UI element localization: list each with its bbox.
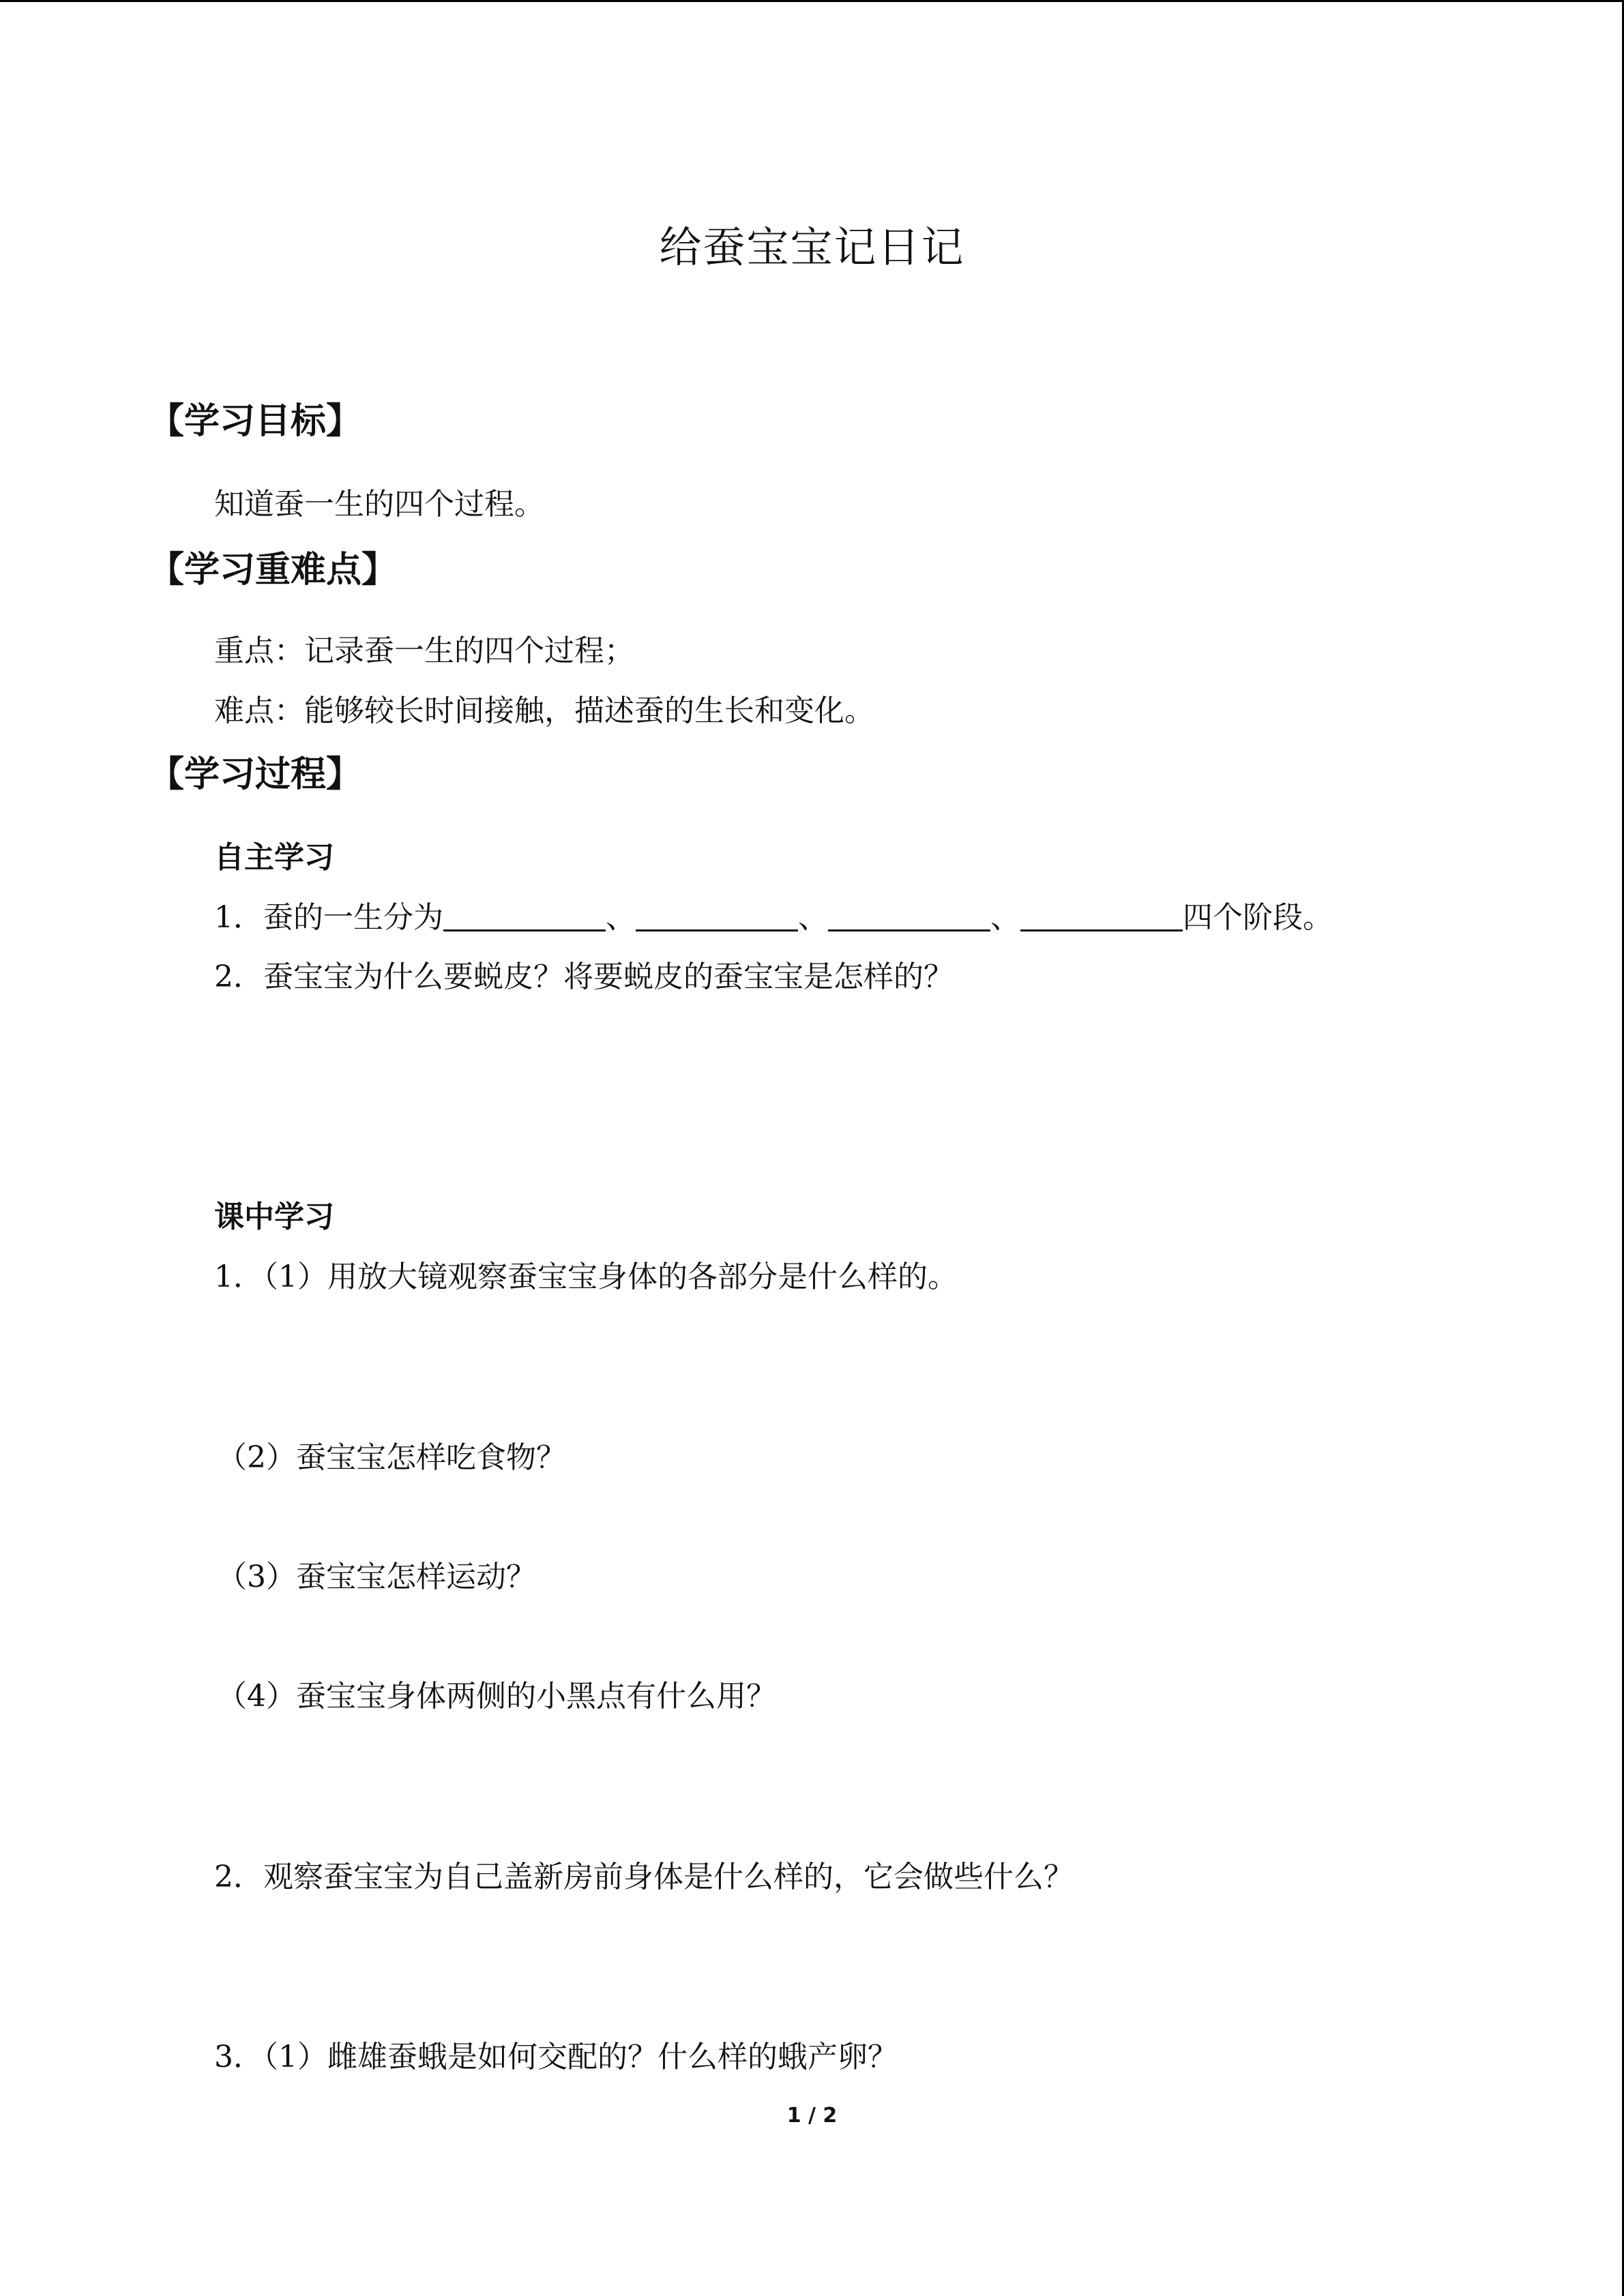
self-study-question-1 — [214, 893, 1333, 936]
self-study-label: 自主学习 — [214, 840, 334, 875]
answer-blank-1[interactable] — [443, 899, 606, 931]
answer-blank-3[interactable] — [828, 899, 990, 931]
difficulty-text: 难点：能够较长时间接触，描述蚕的生长和变化。 — [214, 694, 874, 728]
class-question-1-4: （4）蚕宝宝身体两侧的小黑点有什么用？ — [217, 1679, 776, 1714]
self-study-question-2: 2．蚕宝宝为什么要蜕皮？将要蜕皮的蚕宝宝是怎样的？ — [214, 959, 954, 994]
separator: 、 — [606, 900, 636, 935]
class-question-1-1: 1．（1）用放大镜观察蚕宝宝身体的各部分是什么样的。 — [214, 1259, 958, 1294]
class-question-1-3: （3）蚕宝宝怎样运动？ — [217, 1560, 536, 1594]
page-title: 给蚕宝宝记日记 — [659, 222, 965, 272]
question-1-suffix: 四个阶段。 — [1183, 900, 1333, 935]
separator: 、 — [990, 900, 1020, 935]
key-point-text: 重点：记录蚕一生的四个过程； — [214, 633, 634, 668]
class-question-2: 2．观察蚕宝宝为自己盖新房前身体是什么样的，它会做些什么？ — [214, 1860, 1074, 1894]
heading-learning-process: 【学习过程】 — [149, 754, 362, 795]
class-study-label: 课中学习 — [214, 1199, 334, 1234]
answer-blank-2[interactable] — [636, 899, 798, 931]
goals-text: 知道蚕一生的四个过程。 — [214, 487, 544, 522]
separator: 、 — [798, 900, 828, 935]
page-number: 1 / 2 — [786, 2104, 838, 2128]
class-question-1-2: （2）蚕宝宝怎样吃食物？ — [217, 1440, 566, 1475]
heading-key-points: 【学习重难点】 — [149, 550, 398, 591]
question-1-prefix: 1．蚕的一生分为 — [214, 900, 443, 935]
class-question-3-1: 3．（1）雌雄蚕蛾是如何交配的？什么样的蛾产卵？ — [214, 2040, 898, 2074]
heading-learning-goals: 【学习目标】 — [149, 401, 362, 442]
answer-blank-4[interactable] — [1020, 899, 1183, 931]
